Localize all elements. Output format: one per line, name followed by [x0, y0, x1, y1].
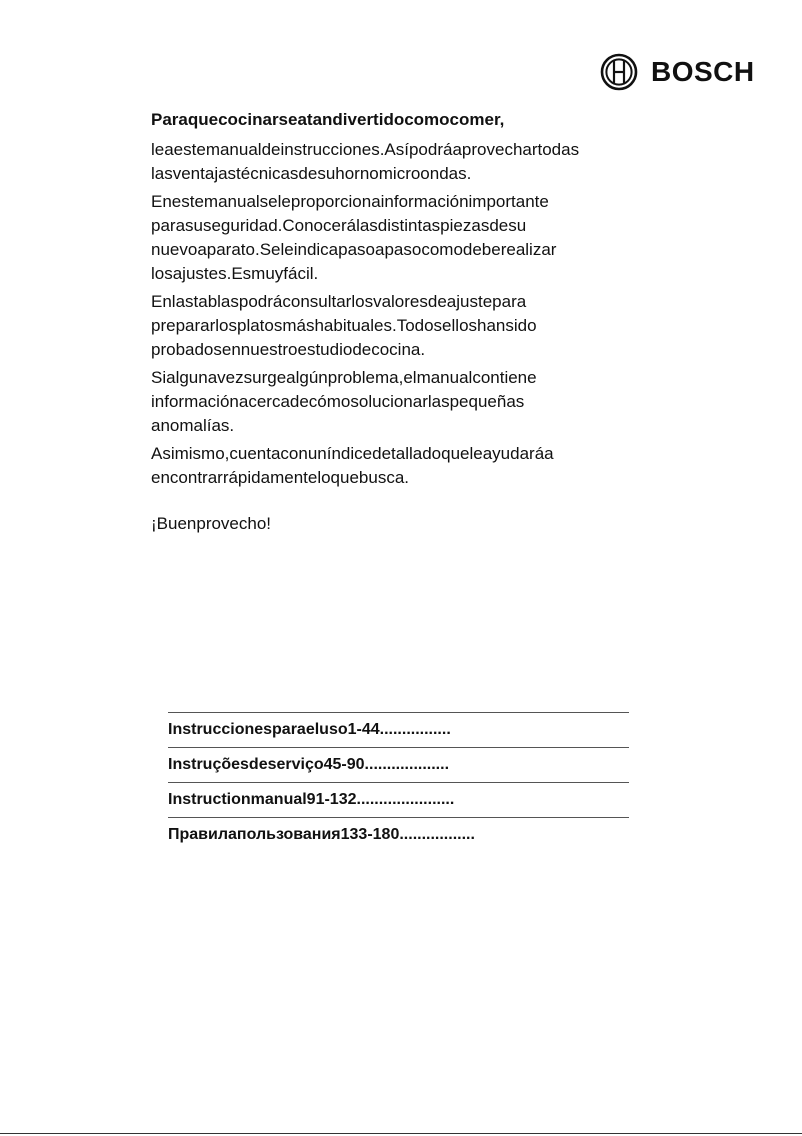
intro-paragraph: [151, 366, 631, 438]
intro-paragraph: [151, 442, 631, 490]
text-line: nuevoaparato.Seleindicapasoapasocomodeberealizar: [151, 240, 557, 259]
text-line: parasuseguridad.Conocerálasdistintaspiezasdesu: [151, 216, 527, 235]
toc-entry-portuguese[interactable]: Instruçõesdeserviço45-90...................: [168, 747, 629, 782]
text-line: anomalías.: [151, 416, 235, 435]
bosch-armature-icon: [600, 53, 638, 91]
intro-headline: Paraquecocinarseatandivertidocomocomer,: [151, 110, 505, 129]
text-line: Asimismo,cuentaconuníndicedetalladoqueleayudaráa: [151, 444, 554, 463]
text-line: Enlastablaspodráconsultarlosvaloresdeajustepara: [151, 292, 527, 311]
text-line: lasventajastécnicasdesuhornomicroondas.: [151, 164, 472, 183]
text-line: Enestemanualseleproporcionainformaciónimportante: [151, 192, 549, 211]
table-of-contents: [168, 712, 629, 852]
text-line: losajustes.Esmuyfácil.: [151, 264, 319, 283]
toc-entry-spanish[interactable]: Instruccionesparaeluso1-44................: [168, 712, 629, 747]
text-line: leaestemanualdeinstrucciones.Asípodráaprovechartodas: [151, 140, 580, 159]
toc-entry-english[interactable]: Instructionmanual91-132......................: [168, 782, 629, 817]
text-line: encontrarrápidamenteloquebusca.: [151, 468, 410, 487]
greeting-text: ¡Buenprovecho!: [151, 514, 272, 533]
intro-paragraph: [151, 290, 631, 362]
intro-paragraph: [151, 138, 631, 186]
toc-entry-russian[interactable]: Правилапользования133-180.................: [168, 817, 629, 852]
text-line: informaciónacercadecómosolucionarlaspequeñas: [151, 392, 525, 411]
intro-section: [151, 108, 631, 494]
intro-paragraph: [151, 190, 631, 286]
bosch-logo: [600, 53, 755, 91]
text-line: prepararlosplatosmáshabituales.Todoselloshansido: [151, 316, 537, 335]
text-line: probadosennuestroestudiodecocina.: [151, 340, 426, 359]
brand-name: BOSCH: [651, 56, 755, 87]
page-bottom-divider: [0, 1133, 802, 1134]
text-line: Sialgunavezsurgealgúnproblema,elmanualcontiene: [151, 368, 537, 387]
